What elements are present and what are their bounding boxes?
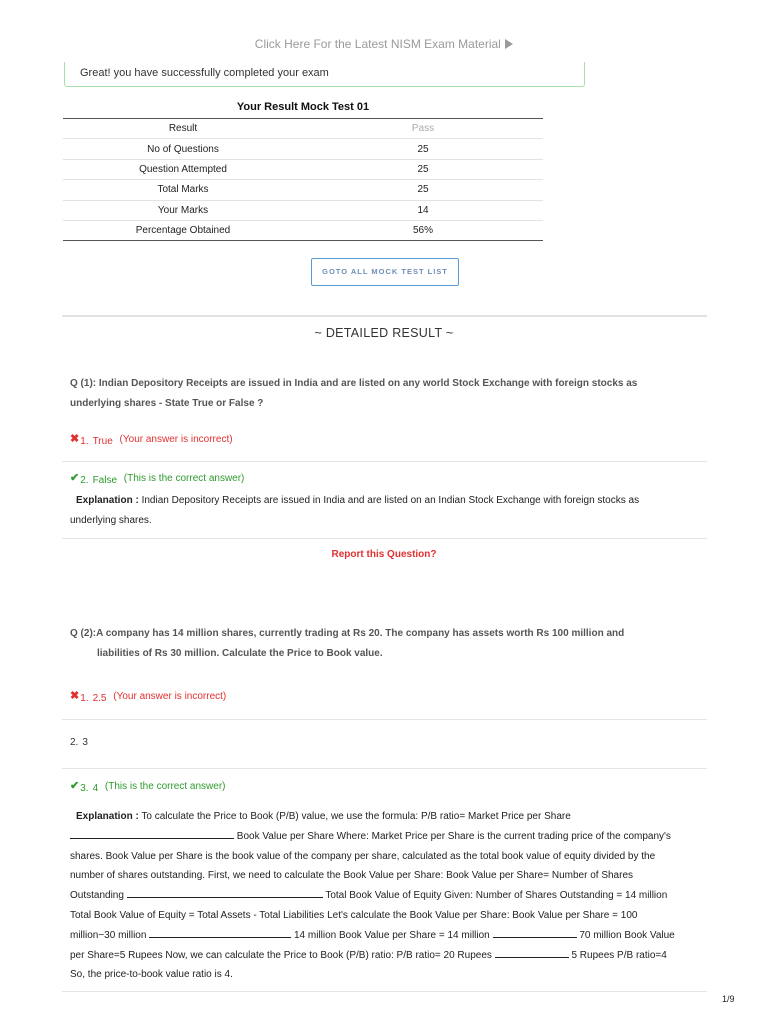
option-label: 3 (82, 737, 88, 748)
table-row (63, 200, 543, 220)
explanation-text: So, the price-to-book value ratio is 4. (70, 969, 233, 981)
detailed-result-heading: ~ DETAILED RESULT ~ (314, 326, 454, 340)
explanation-text: Outstanding (70, 890, 124, 902)
q2-option-1[interactable] (70, 689, 226, 702)
success-alert: Great! you have successfully completed your exam (64, 62, 585, 87)
result-value: Pass (303, 119, 543, 139)
result-table (63, 118, 543, 241)
explanation-line2: underlying shares. (70, 514, 152, 526)
question-1 (70, 374, 710, 414)
check-icon: ✔ (70, 780, 80, 792)
result-label: Question Attempted (63, 159, 303, 179)
divider (62, 461, 707, 462)
result-label: Total Marks (63, 180, 303, 200)
explanation-text: Total Book Value of Equity Given: Number of Shares Outstanding = 14 million (325, 890, 668, 902)
explanation-text: per Share=5 Rupees Now, we can calculate the Price to Book (P/B) ratio: P/B ratio= 20 Rupees (70, 949, 492, 961)
explanation-text: 14 million Book Value per Share = 14 million (293, 929, 490, 941)
explanation-text: 70 million Book Value (579, 929, 675, 941)
option-number: 3. (80, 783, 89, 794)
divider (62, 719, 707, 720)
latest-material-link[interactable] (0, 37, 768, 51)
latest-material-link-label: Click Here For the Latest NISM Exam Material (254, 37, 501, 51)
table-row (63, 139, 543, 159)
result-label: Result (63, 119, 303, 139)
explanation-text: million−30 million (70, 929, 147, 941)
question-1-line1: Q (1): Indian Depository Receipts are issued in India and are listed on any world Stock Exchange with foreign stocks as (70, 378, 638, 389)
question-2 (70, 624, 710, 664)
goto-mock-test-list-button[interactable]: GOTO ALL MOCK TEST LIST (311, 258, 459, 286)
option-number: 1. (80, 693, 89, 704)
table-row (63, 220, 543, 240)
explanation-label: Explanation : (76, 811, 139, 822)
q1-option-2[interactable] (70, 471, 244, 484)
explanation-text: shares. Book Value per Share is the book value of the company per share, calculated as the total book value of equity divided by the (70, 850, 656, 862)
check-icon: ✔ (70, 472, 80, 484)
option-label: True (92, 436, 113, 447)
cross-icon: ✖ (70, 690, 80, 702)
fraction-line (149, 928, 291, 938)
explanation-text: Total Book Value of Equity = Total Assets - Total Liabilities Let's calculate the Book Value per Share: Book Value per Share = 100 (70, 909, 638, 921)
page-number: 1/9 (722, 994, 735, 1004)
option-feedback: (This is the correct answer) (104, 781, 226, 792)
q1-option-1[interactable] (70, 432, 233, 445)
fraction-line (70, 829, 234, 839)
cross-icon: ✖ (70, 433, 80, 445)
question-2-line1: Q (2):A company has 14 million shares, currently trading at Rs 20. The company has assets worth Rs 100 million and (70, 628, 625, 639)
explanation-text: 5 Rupees P/B ratio=4 (571, 949, 667, 961)
fraction-line (127, 888, 323, 898)
option-number: 2. (80, 475, 89, 486)
play-arrow-icon (505, 39, 513, 49)
result-label: No of Questions (63, 139, 303, 159)
divider (62, 768, 707, 769)
question-1-line2: underlying shares - State True or False ? (70, 398, 264, 409)
table-row (63, 159, 543, 179)
result-value: 25 (303, 139, 543, 159)
fraction-line (493, 928, 577, 938)
q2-option-3[interactable] (70, 779, 226, 792)
divider (62, 315, 707, 317)
option-label: False (92, 475, 118, 486)
divider (62, 991, 707, 992)
option-feedback: (Your answer is incorrect) (113, 691, 227, 702)
option-number: 2. (70, 737, 79, 748)
q2-explanation (70, 807, 708, 985)
option-feedback: (Your answer is incorrect) (119, 434, 233, 445)
option-number: 1. (80, 436, 89, 447)
explanation-text: To calculate the Price to Book (P/B) value, we use the formula: P/B ratio= Market Price per Share (141, 811, 571, 822)
question-2-line2: liabilities of Rs 30 million. Calculate the Price to Book value. (97, 648, 383, 659)
divider (62, 538, 707, 539)
table-row (63, 180, 543, 200)
option-label: 4 (92, 783, 99, 794)
explanation-label: Explanation : (76, 495, 139, 506)
option-label: 2.5 (92, 693, 107, 704)
explanation-text: Book Value per Share Where: Market Price per Share is the current trading price of the company's (236, 830, 671, 842)
option-feedback: (This is the correct answer) (123, 473, 245, 484)
report-question-link[interactable]: Report this Question? (331, 549, 437, 560)
q2-option-2[interactable] (70, 737, 88, 748)
q1-explanation (70, 491, 714, 531)
explanation-text: number of shares outstanding. First, we need to calculate the Book Value per Share: Book Value per Share= Number of Shares (70, 870, 634, 882)
fraction-line (495, 948, 569, 958)
result-label: Percentage Obtained (63, 220, 303, 240)
result-value: 25 (303, 159, 543, 179)
table-row (63, 119, 543, 139)
explanation-line1: Indian Depository Receipts are issued in India and are listed on an Indian Stock Exchange with foreign stocks as (141, 495, 640, 506)
result-label: Your Marks (63, 200, 303, 220)
result-value: 14 (303, 200, 543, 220)
result-title: Your Result Mock Test 01 (236, 101, 370, 113)
result-value: 25 (303, 180, 543, 200)
result-value: 56% (303, 220, 543, 240)
